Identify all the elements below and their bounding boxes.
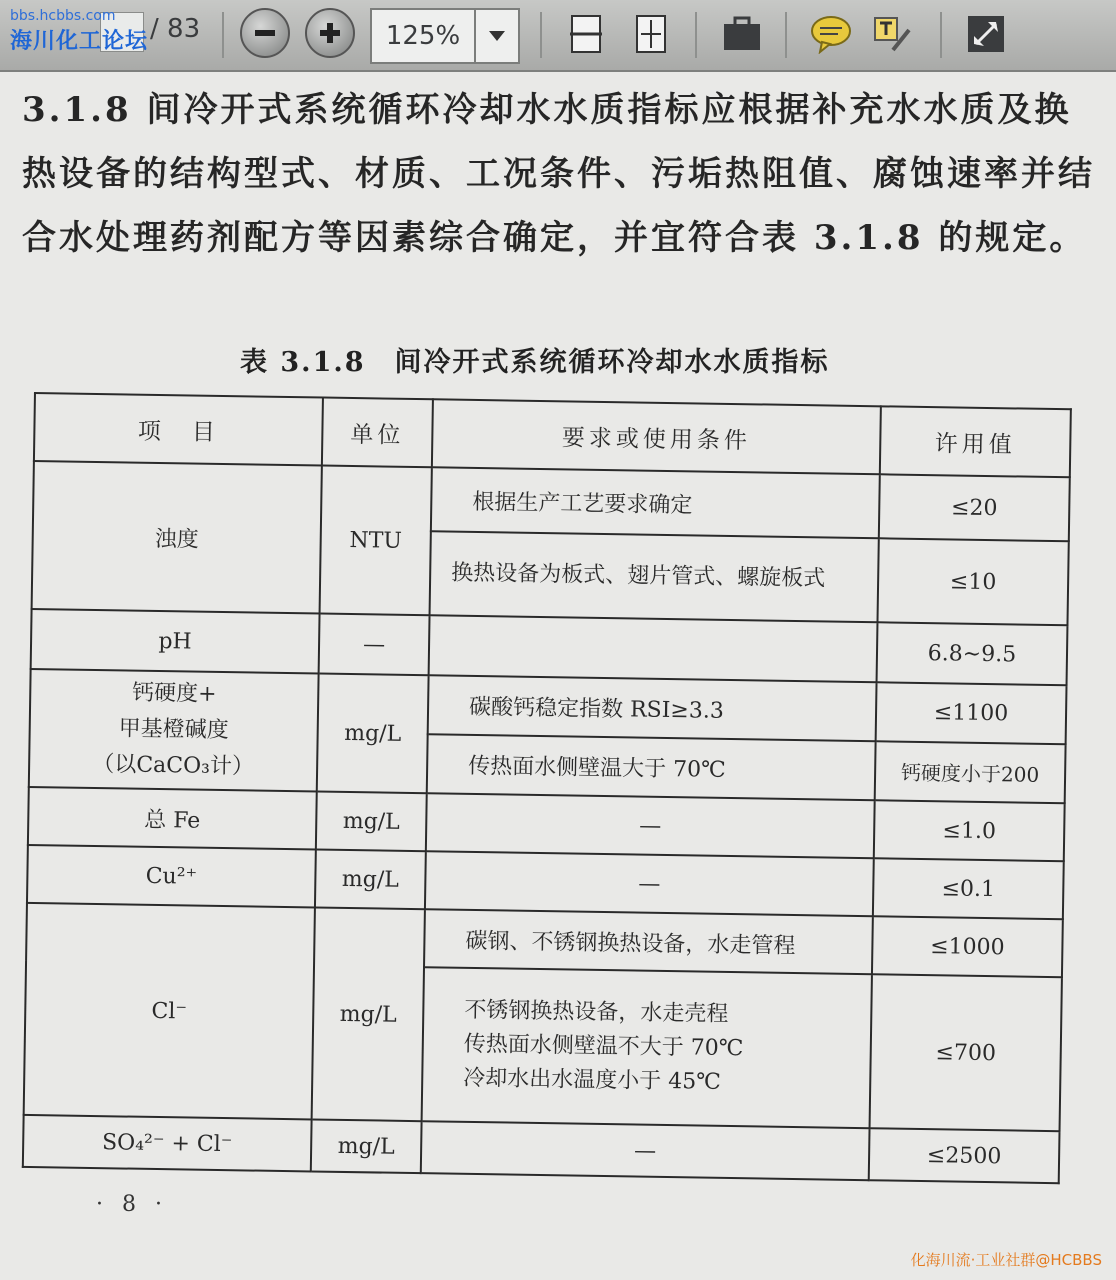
value-cell: ≤20 xyxy=(879,474,1070,541)
section-paragraph: 3.1.8 间冷开式系统循环冷却水水质指标应根据补充水水质及换热设备的结构型式、材质、工况条件、污垢热阻值、腐蚀速率并结合水处理药剂配方等因素综合确定，并宜符合表 3.1.8 的规定。 xyxy=(22,90,1095,258)
unit-cell: — xyxy=(319,614,430,676)
fit-page-button[interactable] xyxy=(625,8,677,60)
condition-cell xyxy=(429,615,878,682)
condition-cell: — xyxy=(425,851,874,916)
value-cell: ≤1.0 xyxy=(874,800,1065,861)
table-caption: 表 3.1.8 间冷开式系统循环冷却水水质指标 xyxy=(240,347,830,378)
value-cell: ≤10 xyxy=(877,538,1068,625)
condition-line: 冷却水出水温度小于 45℃ xyxy=(463,1065,722,1095)
item-line: 钙硬度+ xyxy=(131,680,217,707)
toolbar-divider xyxy=(785,12,787,58)
condition-cell xyxy=(422,967,872,1128)
toolbox-button[interactable] xyxy=(716,8,768,60)
item-line: （以CaCO₃计） xyxy=(92,751,255,780)
unit-cell: mg/L xyxy=(312,907,425,1121)
fullscreen-icon xyxy=(966,14,1006,54)
value-cell: ≤700 xyxy=(870,974,1062,1131)
toolbar-divider xyxy=(222,12,224,58)
forum-watermark xyxy=(10,8,148,55)
unit-cell: NTU xyxy=(320,466,432,616)
zoom-select[interactable] xyxy=(370,8,520,64)
fit-width-button[interactable] xyxy=(560,8,612,60)
value-cell: ≤0.1 xyxy=(873,858,1064,919)
condition-cell: 碳钢、不锈钢换热设备，水走管程 xyxy=(424,909,873,974)
item-cell: SO₄²⁻ + Cl⁻ xyxy=(23,1115,312,1172)
toolbar-divider xyxy=(695,12,697,58)
item-cell: 总 Fe xyxy=(28,787,317,850)
zoom-in-button[interactable] xyxy=(305,8,355,58)
item-cell: 浊度 xyxy=(32,461,322,614)
dropdown-icon xyxy=(489,31,505,41)
item-cell: pH xyxy=(31,609,320,674)
condition-line: 不锈钢换热设备，水走壳程 xyxy=(464,997,729,1027)
value-cell: ≤1100 xyxy=(876,682,1067,744)
zoom-out-icon xyxy=(252,20,278,46)
sign-button[interactable] xyxy=(866,8,918,60)
condition-cell: 根据生产工艺要求确定 xyxy=(431,467,880,538)
toolbar-divider xyxy=(540,12,542,58)
condition-cell: — xyxy=(426,793,875,858)
comment-button[interactable] xyxy=(805,8,857,60)
watermark-name: 海川化工论坛 xyxy=(10,29,149,54)
water-quality-table xyxy=(22,392,1072,1184)
item-line: 甲基橙碱度 xyxy=(118,716,229,744)
value-cell: 钙硬度小于200 xyxy=(875,741,1066,803)
condition-cell: 传热面水侧壁温大于 70℃ xyxy=(427,734,876,800)
unit-cell: mg/L xyxy=(317,674,429,794)
footer-watermark: 化海川流·工业社群@HCBBS xyxy=(910,1251,1102,1269)
header-unit: 单位 xyxy=(322,398,433,468)
comment-icon xyxy=(810,14,852,54)
header-condition: 要求或使用条件 xyxy=(432,399,881,474)
item-cell: Cu²⁺ xyxy=(27,845,316,908)
value-cell: 6.8~9.5 xyxy=(877,622,1068,685)
toolbar-divider xyxy=(940,12,942,58)
sign-icon xyxy=(871,14,913,54)
condition-line: 传热面水侧壁温不大于 70℃ xyxy=(463,1031,744,1062)
item-cell xyxy=(29,669,319,792)
fit-page-icon xyxy=(633,14,669,54)
unit-cell: mg/L xyxy=(311,1119,422,1173)
header-allowed-value: 许用值 xyxy=(880,406,1071,477)
watermark-url: bbs.hcbbs.com xyxy=(10,8,116,24)
header-item: 项 目 xyxy=(34,393,323,466)
zoom-value: 125% xyxy=(385,21,461,51)
page-total: / 83 xyxy=(150,14,201,44)
toolbox-icon xyxy=(722,16,762,52)
unit-cell: mg/L xyxy=(316,791,427,851)
condition-cell: 碳酸钙稳定指数 RSI≥3.3 xyxy=(428,675,877,741)
fit-width-icon xyxy=(568,14,604,54)
unit-cell: mg/L xyxy=(315,849,426,909)
condition-cell: 换热设备为板式、翅片管式、螺旋板式 xyxy=(430,531,879,622)
fullscreen-button[interactable] xyxy=(960,8,1012,60)
value-cell: ≤2500 xyxy=(869,1128,1060,1183)
zoom-in-icon xyxy=(317,20,343,46)
value-cell: ≤1000 xyxy=(872,916,1063,977)
page-number: · 8 · xyxy=(96,1192,168,1217)
pdf-toolbar xyxy=(0,0,1116,72)
zoom-dropdown-button[interactable] xyxy=(474,10,518,62)
condition-cell: — xyxy=(421,1121,870,1180)
zoom-out-button[interactable] xyxy=(240,8,290,58)
item-cell: Cl⁻ xyxy=(24,903,315,1119)
